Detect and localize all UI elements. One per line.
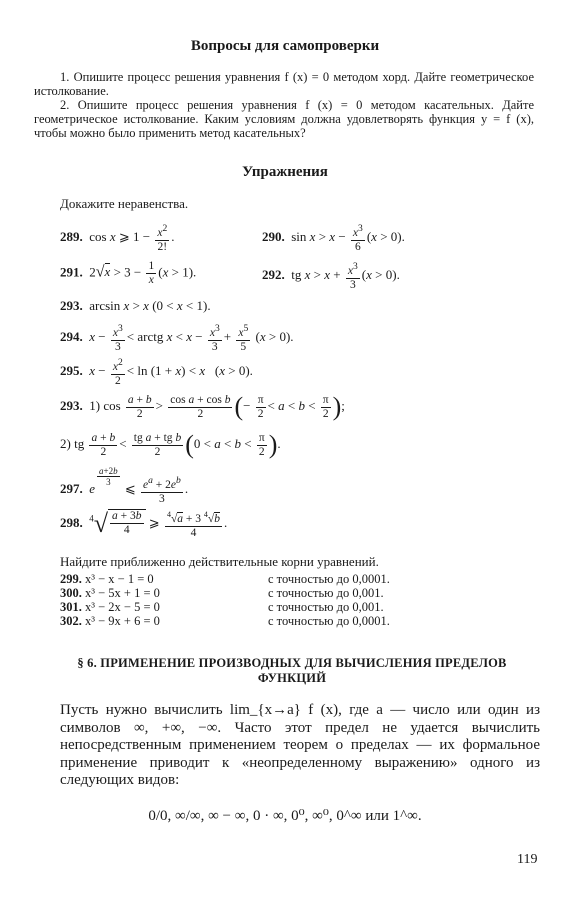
section-title: § 6. ПРИМЕНЕНИЕ ПРОИЗВОДНЫХ ДЛЯ ВЫЧИСЛЕНИЯ ПРЕДЕЛОВ ФУНКЦИЙ: [77, 656, 507, 685]
exercise-290: 290. sin x > x − $\frac{x^3}{6}$ (x > 0).: [262, 223, 405, 253]
review-question-2: 2. Опишите процесс решения уравнения f (x) = 0 методом касательных. Дайте геометрическое истолкование. Каким условиям должна удовлетворять функция y = f (x), чтобы можно было применить метод касательных?: [34, 98, 534, 140]
page-number: 119: [517, 852, 538, 867]
exercises-heading: Упражнения: [242, 164, 328, 180]
roots-intro: Найдите приближенно действительные корни уравнений.: [60, 554, 379, 569]
review-heading: Вопросы для самопроверки: [190, 38, 380, 54]
section-paragraph: Пусть нужно вычислить lim_{x→a} f (x), где a — число или один из символов ∞, +∞, −∞. Часто этот предел не удается вычислить непосредственным применением теорем о пределах — их формальное применение приводит к «неопределенному выражению» одного из следующих видов:: [60, 702, 540, 789]
indeterminate-forms: 0/0, ∞/∞, ∞ − ∞, 0 · ∞, 0⁰, ∞⁰, 0^∞ или 1^∞.: [148, 808, 422, 824]
roots-table: 299. x³ − x − 1 = 0 с точностью до 0,0001. 300. x³ − 5x + 1 = 0 с точностью до 0,001. 301. x³ − 2x − 5 = 0 с точностью до 0,001. 302. x³ − 9x + 6 = 0 с точностью до 0,0001.: [60, 572, 390, 628]
exercise-294: 294. x − $\frac{x^3}{3}$ < arctg x < x − $\frac{x^3}{3}$ + $\frac{x^5}{5}$ (x > 0).: [60, 323, 294, 353]
review-question-1: 1. Опишите процесс решения уравнения f (x) = 0 методом хорд. Дайте геометрическое истолкование.: [34, 70, 534, 98]
exercise-293a: 293. arcsin x > x (0 < x < 1).: [60, 298, 211, 313]
exercises-intro: Докажите неравенства.: [60, 196, 189, 211]
exercise-297: 297. e $^{\frac{a+2b}{3}}$ ⩽ $\frac{e^a + 2e^b}{3}$ .: [60, 466, 189, 505]
exercise-298: 298. $^4$√ $\frac{a + 3b}{4}$ ⩾ $\frac{^4√a + 3 ^4√b}{4}$ .: [60, 508, 228, 539]
exercise-289: 289. cos x ⩾ 1 − $\frac{x^2}{2!}$ .: [60, 223, 175, 253]
exercise-291: 291. 2√x > 3 − $\frac{1}{x}$ (x > 1).: [60, 260, 197, 286]
exercise-292: 292. tg x > x + $\frac{x^3}{3}$ (x > 0).: [262, 261, 400, 291]
exercise-296-part2: 2) tg $\frac{a + b}{2}$ < $\frac{\text{tg a + tg b}}{2}$ (0 < a < b < $\frac{\pi}{2}$ ).: [60, 430, 281, 459]
exercise-296-part1: 293. 1) cos $\frac{a + b}{2}$ > $\frac{\text{cos a + cos b}}{2}$ (− $\frac{\pi}{2}$ < a < b < $\frac{\pi}{2}$ );: [60, 392, 345, 421]
exercise-295: 295. x − $\frac{x^2}{2}$ < ln (1 + x) < x (x > 0).: [60, 357, 253, 387]
